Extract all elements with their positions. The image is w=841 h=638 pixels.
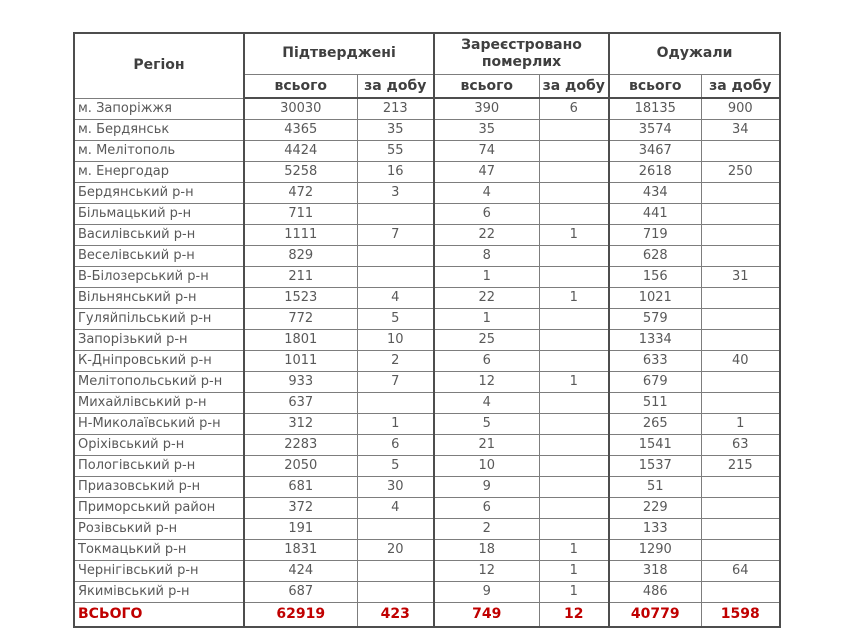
value-cell: 10	[434, 456, 539, 477]
value-cell: 6	[357, 435, 434, 456]
value-cell: 579	[609, 309, 701, 330]
value-cell: 4	[434, 393, 539, 414]
value-cell	[701, 246, 780, 267]
value-cell: 215	[701, 456, 780, 477]
value-cell: 10	[357, 330, 434, 351]
value-cell: 2618	[609, 162, 701, 183]
value-cell: 687	[244, 582, 357, 603]
value-cell: 9	[434, 477, 539, 498]
value-cell: 1	[434, 267, 539, 288]
table-footer	[74, 603, 780, 628]
value-cell: 7	[357, 372, 434, 393]
region-cell: Михайлівський р-н	[74, 393, 244, 414]
header-group-recovered: Одужали	[609, 33, 780, 75]
table-row	[74, 561, 780, 582]
region-cell: В-Білозерський р-н	[74, 267, 244, 288]
region-cell: Н-Миколаївський р-н	[74, 414, 244, 435]
table-row	[74, 225, 780, 246]
value-cell	[539, 246, 609, 267]
value-cell: 9	[434, 582, 539, 603]
value-cell: 4365	[244, 120, 357, 141]
value-cell: 829	[244, 246, 357, 267]
value-cell: 7	[357, 225, 434, 246]
table-row	[74, 351, 780, 372]
value-cell: 22	[434, 288, 539, 309]
header-group-confirmed: Підтверджені	[244, 33, 434, 75]
value-cell: 318	[609, 561, 701, 582]
value-cell: 250	[701, 162, 780, 183]
value-cell: 2	[434, 519, 539, 540]
value-cell	[701, 141, 780, 162]
value-cell: 4424	[244, 141, 357, 162]
total-deaths-daily: 12	[539, 603, 609, 628]
value-cell	[701, 540, 780, 561]
value-cell	[539, 456, 609, 477]
value-cell: 21	[434, 435, 539, 456]
value-cell: 6	[434, 498, 539, 519]
table-row	[74, 456, 780, 477]
region-cell: Чернігівський р-н	[74, 561, 244, 582]
value-cell: 4	[357, 498, 434, 519]
value-cell: 25	[434, 330, 539, 351]
region-cell: Вільнянський р-н	[74, 288, 244, 309]
value-cell	[539, 477, 609, 498]
value-cell: 628	[609, 246, 701, 267]
value-cell: 1	[539, 561, 609, 582]
value-cell	[701, 498, 780, 519]
value-cell: 16	[357, 162, 434, 183]
total-row	[74, 603, 780, 628]
region-cell: Якимівський р-н	[74, 582, 244, 603]
region-cell: Токмацький р-н	[74, 540, 244, 561]
value-cell	[539, 267, 609, 288]
value-cell	[539, 183, 609, 204]
value-cell: 51	[609, 477, 701, 498]
value-cell	[357, 582, 434, 603]
value-cell: 55	[357, 141, 434, 162]
table-row	[74, 120, 780, 141]
value-cell: 22	[434, 225, 539, 246]
value-cell: 3467	[609, 141, 701, 162]
value-cell: 40	[701, 351, 780, 372]
table-row	[74, 246, 780, 267]
region-cell: К-Дніпровський р-н	[74, 351, 244, 372]
value-cell	[701, 309, 780, 330]
value-cell: 472	[244, 183, 357, 204]
region-cell: Приморський район	[74, 498, 244, 519]
table-row	[74, 540, 780, 561]
value-cell: 20	[357, 540, 434, 561]
table-row	[74, 267, 780, 288]
table-row	[74, 414, 780, 435]
region-cell: Оріхівський р-н	[74, 435, 244, 456]
value-cell: 1290	[609, 540, 701, 561]
value-cell: 5	[357, 309, 434, 330]
value-cell	[539, 162, 609, 183]
value-cell: 424	[244, 561, 357, 582]
value-cell: 1	[357, 414, 434, 435]
value-cell: 133	[609, 519, 701, 540]
value-cell	[539, 141, 609, 162]
table-row	[74, 519, 780, 540]
table-header	[74, 33, 780, 98]
value-cell: 1021	[609, 288, 701, 309]
value-cell	[357, 267, 434, 288]
value-cell: 18135	[609, 98, 701, 120]
value-cell: 213	[357, 98, 434, 120]
value-cell: 6	[434, 351, 539, 372]
covid-stats-table	[73, 32, 781, 628]
subheader-confirmed-total: всього	[244, 75, 357, 99]
value-cell: 1	[539, 288, 609, 309]
value-cell: 18	[434, 540, 539, 561]
value-cell: 1011	[244, 351, 357, 372]
table-row	[74, 141, 780, 162]
value-cell: 8	[434, 246, 539, 267]
region-cell: Гуляйпільський р-н	[74, 309, 244, 330]
region-cell: Приазовський р-н	[74, 477, 244, 498]
value-cell	[701, 330, 780, 351]
value-cell: 35	[357, 120, 434, 141]
value-cell: 74	[434, 141, 539, 162]
value-cell: 719	[609, 225, 701, 246]
table-body	[74, 98, 780, 603]
value-cell	[701, 372, 780, 393]
value-cell: 933	[244, 372, 357, 393]
total-label: ВСЬОГО	[74, 603, 244, 628]
value-cell	[701, 519, 780, 540]
subheader-deaths-total: всього	[434, 75, 539, 99]
value-cell: 679	[609, 372, 701, 393]
subheader-confirmed-daily: за добу	[357, 75, 434, 99]
value-cell	[701, 225, 780, 246]
value-cell: 30030	[244, 98, 357, 120]
header-group-row	[74, 33, 780, 75]
subheader-recovered-total: всього	[609, 75, 701, 99]
value-cell	[701, 477, 780, 498]
total-deaths-total: 749	[434, 603, 539, 628]
value-cell	[539, 393, 609, 414]
value-cell: 229	[609, 498, 701, 519]
value-cell: 265	[609, 414, 701, 435]
table-row	[74, 98, 780, 120]
region-cell: Василівський р-н	[74, 225, 244, 246]
region-cell: м. Мелітополь	[74, 141, 244, 162]
value-cell: 5258	[244, 162, 357, 183]
value-cell	[539, 204, 609, 225]
value-cell: 6	[539, 98, 609, 120]
value-cell	[701, 582, 780, 603]
value-cell: 1334	[609, 330, 701, 351]
value-cell: 900	[701, 98, 780, 120]
value-cell: 681	[244, 477, 357, 498]
value-cell: 211	[244, 267, 357, 288]
value-cell: 434	[609, 183, 701, 204]
table-row	[74, 372, 780, 393]
value-cell: 2	[357, 351, 434, 372]
value-cell: 35	[434, 120, 539, 141]
value-cell	[539, 519, 609, 540]
region-cell: Більмацький р-н	[74, 204, 244, 225]
value-cell	[357, 204, 434, 225]
value-cell	[539, 498, 609, 519]
table-row	[74, 183, 780, 204]
table-row	[74, 477, 780, 498]
value-cell: 2050	[244, 456, 357, 477]
value-cell: 156	[609, 267, 701, 288]
value-cell: 1	[434, 309, 539, 330]
region-cell: Веселівський р-н	[74, 246, 244, 267]
value-cell	[357, 561, 434, 582]
value-cell	[539, 120, 609, 141]
table-row	[74, 435, 780, 456]
table-row	[74, 204, 780, 225]
value-cell: 372	[244, 498, 357, 519]
table-row	[74, 330, 780, 351]
value-cell: 1537	[609, 456, 701, 477]
value-cell	[357, 393, 434, 414]
value-cell: 1801	[244, 330, 357, 351]
value-cell	[701, 288, 780, 309]
value-cell	[539, 351, 609, 372]
value-cell: 30	[357, 477, 434, 498]
table-row	[74, 498, 780, 519]
value-cell: 64	[701, 561, 780, 582]
region-cell: Запорізький р-н	[74, 330, 244, 351]
region-cell: Мелітопольський р-н	[74, 372, 244, 393]
value-cell: 3574	[609, 120, 701, 141]
region-cell: м. Бердянськ	[74, 120, 244, 141]
value-cell: 1	[539, 225, 609, 246]
value-cell: 390	[434, 98, 539, 120]
value-cell	[539, 309, 609, 330]
header-region: Регіон	[74, 33, 244, 98]
value-cell: 3	[357, 183, 434, 204]
value-cell: 6	[434, 204, 539, 225]
value-cell: 441	[609, 204, 701, 225]
subheader-deaths-daily: за добу	[539, 75, 609, 99]
region-cell: м. Запоріжжя	[74, 98, 244, 120]
value-cell: 4	[434, 183, 539, 204]
value-cell	[701, 204, 780, 225]
value-cell: 711	[244, 204, 357, 225]
value-cell: 1831	[244, 540, 357, 561]
table-row	[74, 309, 780, 330]
total-confirmed-total: 62919	[244, 603, 357, 628]
value-cell: 1	[701, 414, 780, 435]
value-cell: 12	[434, 561, 539, 582]
header-group-deaths: Зареєстровано померлих	[434, 33, 609, 75]
table-row	[74, 162, 780, 183]
value-cell	[357, 519, 434, 540]
value-cell: 1	[539, 372, 609, 393]
value-cell: 5	[357, 456, 434, 477]
total-recovered-total: 40779	[609, 603, 701, 628]
value-cell: 1523	[244, 288, 357, 309]
total-recovered-daily: 1598	[701, 603, 780, 628]
value-cell: 1541	[609, 435, 701, 456]
value-cell: 191	[244, 519, 357, 540]
value-cell: 637	[244, 393, 357, 414]
value-cell	[539, 435, 609, 456]
value-cell: 2283	[244, 435, 357, 456]
value-cell: 47	[434, 162, 539, 183]
value-cell: 633	[609, 351, 701, 372]
value-cell: 12	[434, 372, 539, 393]
value-cell: 4	[357, 288, 434, 309]
value-cell: 772	[244, 309, 357, 330]
region-cell: Розівський р-н	[74, 519, 244, 540]
region-cell: Пологівський р-н	[74, 456, 244, 477]
value-cell: 486	[609, 582, 701, 603]
region-cell: Бердянський р-н	[74, 183, 244, 204]
value-cell	[539, 330, 609, 351]
table-row	[74, 582, 780, 603]
table-row	[74, 288, 780, 309]
value-cell: 63	[701, 435, 780, 456]
value-cell: 511	[609, 393, 701, 414]
value-cell: 1	[539, 540, 609, 561]
value-cell: 31	[701, 267, 780, 288]
subheader-recovered-daily: за добу	[701, 75, 780, 99]
region-cell: м. Енергодар	[74, 162, 244, 183]
value-cell	[357, 246, 434, 267]
value-cell: 5	[434, 414, 539, 435]
value-cell	[701, 183, 780, 204]
value-cell	[539, 414, 609, 435]
value-cell: 34	[701, 120, 780, 141]
total-confirmed-daily: 423	[357, 603, 434, 628]
value-cell	[701, 393, 780, 414]
value-cell: 1111	[244, 225, 357, 246]
value-cell: 312	[244, 414, 357, 435]
value-cell: 1	[539, 582, 609, 603]
table-row	[74, 393, 780, 414]
